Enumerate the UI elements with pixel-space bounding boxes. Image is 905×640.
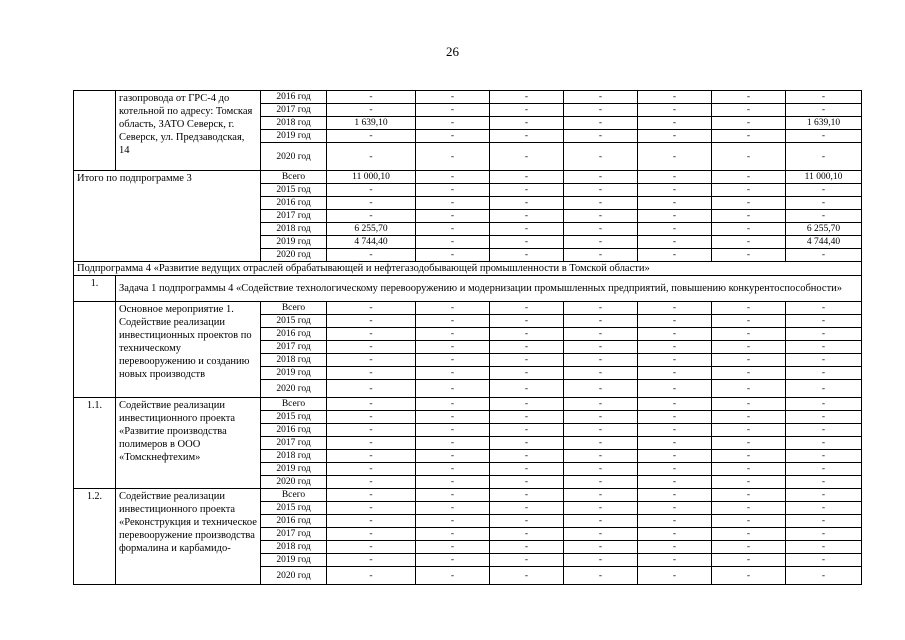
value-cell: - (490, 328, 564, 341)
value-cell: - (490, 354, 564, 367)
value-cell: - (490, 515, 564, 528)
value-cell: - (564, 130, 638, 143)
value-cell: - (327, 184, 416, 197)
value-cell: - (327, 398, 416, 411)
value-cell: - (564, 554, 638, 567)
value-cell: - (638, 450, 712, 463)
year-cell: 2017 год (261, 341, 327, 354)
table-body (74, 91, 862, 585)
value-cell: - (416, 249, 490, 262)
value-cell: - (490, 489, 564, 502)
value-cell: - (564, 236, 638, 249)
value-cell: - (638, 567, 712, 585)
value-cell: - (327, 249, 416, 262)
value-cell: - (416, 541, 490, 554)
value-cell: - (564, 502, 638, 515)
value-cell: - (416, 450, 490, 463)
year-cell: 2015 год (261, 502, 327, 515)
value-cell: - (327, 528, 416, 541)
value-cell: - (416, 354, 490, 367)
value-cell: - (786, 411, 862, 424)
value-cell: - (712, 411, 786, 424)
value-cell: - (786, 367, 862, 380)
value-cell: - (490, 236, 564, 249)
value-cell: - (416, 554, 490, 567)
value-cell: - (564, 354, 638, 367)
value-cell: - (712, 424, 786, 437)
year-cell: 2018 год (261, 450, 327, 463)
value-cell: - (638, 528, 712, 541)
value-cell: - (712, 91, 786, 104)
year-cell: 2019 год (261, 554, 327, 567)
value-cell: - (490, 567, 564, 585)
year-cell: 2017 год (261, 528, 327, 541)
value-cell: - (712, 184, 786, 197)
value-cell: - (786, 541, 862, 554)
year-cell: Всего (261, 398, 327, 411)
value-cell: - (786, 515, 862, 528)
value-cell: - (564, 91, 638, 104)
value-cell: - (416, 476, 490, 489)
value-cell: - (564, 249, 638, 262)
value-cell: - (638, 476, 712, 489)
value-cell: - (327, 515, 416, 528)
value-cell: - (490, 171, 564, 184)
value-cell: - (564, 184, 638, 197)
value-cell: - (416, 502, 490, 515)
value-cell: - (786, 380, 862, 398)
value-cell: - (416, 184, 490, 197)
value-cell: - (786, 210, 862, 223)
value-cell: - (416, 117, 490, 130)
value-cell: - (564, 104, 638, 117)
year-cell: 2018 год (261, 541, 327, 554)
value-cell: - (638, 328, 712, 341)
value-cell: - (786, 328, 862, 341)
row-number: 1.1. (74, 398, 116, 489)
row-name: Основное мероприятие 1. Содействие реализации инвестиционных проектов по техническому перевооружению и созданию новых производств (116, 302, 261, 398)
value-cell: - (712, 489, 786, 502)
value-cell: - (638, 171, 712, 184)
task-number: 1. (74, 276, 116, 302)
value-cell: - (712, 143, 786, 171)
value-cell: - (564, 450, 638, 463)
value-cell: - (327, 104, 416, 117)
value-cell: - (786, 502, 862, 515)
year-cell: 2017 год (261, 437, 327, 450)
value-cell: - (564, 341, 638, 354)
value-cell: - (638, 104, 712, 117)
value-cell: 4 744,40 (327, 236, 416, 249)
value-cell: - (490, 302, 564, 315)
year-cell: 2020 год (261, 143, 327, 171)
value-cell: - (786, 437, 862, 450)
value-cell: - (490, 554, 564, 567)
value-cell: - (327, 354, 416, 367)
value-cell: - (712, 315, 786, 328)
value-cell: - (416, 437, 490, 450)
value-cell: - (786, 567, 862, 585)
value-cell: - (786, 450, 862, 463)
value-cell: - (416, 341, 490, 354)
value-cell: - (416, 380, 490, 398)
year-cell: 2018 год (261, 354, 327, 367)
value-cell: - (712, 528, 786, 541)
value-cell: - (638, 315, 712, 328)
value-cell: - (327, 143, 416, 171)
value-cell: - (490, 341, 564, 354)
value-cell: - (638, 223, 712, 236)
task-row (74, 276, 862, 302)
value-cell: - (638, 437, 712, 450)
value-cell: - (638, 130, 712, 143)
value-cell: - (786, 528, 862, 541)
value-cell: - (327, 197, 416, 210)
value-cell: - (712, 104, 786, 117)
value-cell: - (712, 437, 786, 450)
row-name: Итого по подпрограмме 3 (74, 171, 261, 262)
value-cell: - (638, 197, 712, 210)
value-cell: - (490, 210, 564, 223)
value-cell: - (712, 341, 786, 354)
subprogram-title-row (74, 262, 862, 276)
year-cell: Всего (261, 489, 327, 502)
year-cell: 2015 год (261, 411, 327, 424)
year-cell: 2019 год (261, 130, 327, 143)
value-cell: - (327, 210, 416, 223)
value-cell: - (564, 398, 638, 411)
value-cell: - (490, 143, 564, 171)
year-cell: 2015 год (261, 315, 327, 328)
value-cell: - (490, 528, 564, 541)
year-cell: Всего (261, 171, 327, 184)
year-cell: 2016 год (261, 328, 327, 341)
value-cell: - (490, 502, 564, 515)
value-cell: - (327, 476, 416, 489)
value-cell: - (564, 528, 638, 541)
value-cell: - (416, 210, 490, 223)
table-row (74, 91, 862, 104)
value-cell: - (712, 197, 786, 210)
value-cell: - (638, 143, 712, 171)
year-cell: 2017 год (261, 104, 327, 117)
value-cell: 11 000,10 (786, 171, 862, 184)
value-cell: - (564, 143, 638, 171)
value-cell: - (638, 91, 712, 104)
value-cell: - (416, 424, 490, 437)
value-cell: - (638, 541, 712, 554)
value-cell: - (638, 184, 712, 197)
year-cell: 2017 год (261, 210, 327, 223)
value-cell: - (638, 249, 712, 262)
task-text: Задача 1 подпрограммы 4 «Содействие технологическому перевооружению и модернизации промышленных предприятий, повышению конкурентоспособности» (116, 276, 862, 302)
value-cell: - (416, 515, 490, 528)
value-cell: - (416, 91, 490, 104)
value-cell: - (712, 380, 786, 398)
value-cell: - (564, 197, 638, 210)
value-cell: - (712, 541, 786, 554)
value-cell: - (416, 528, 490, 541)
value-cell: 1 639,10 (327, 117, 416, 130)
value-cell: - (490, 197, 564, 210)
value-cell: - (638, 367, 712, 380)
value-cell: - (786, 476, 862, 489)
value-cell: - (712, 450, 786, 463)
value-cell: - (786, 302, 862, 315)
value-cell: - (564, 489, 638, 502)
budget-table (73, 90, 862, 585)
value-cell: - (638, 463, 712, 476)
value-cell: - (327, 328, 416, 341)
value-cell: - (712, 171, 786, 184)
value-cell: - (638, 341, 712, 354)
value-cell: - (490, 437, 564, 450)
value-cell: - (786, 184, 862, 197)
value-cell: - (327, 367, 416, 380)
value-cell: - (712, 328, 786, 341)
value-cell: - (712, 463, 786, 476)
value-cell: - (416, 171, 490, 184)
value-cell: - (712, 236, 786, 249)
table-row (74, 171, 862, 184)
value-cell: - (564, 328, 638, 341)
value-cell: - (712, 502, 786, 515)
value-cell: - (786, 315, 862, 328)
value-cell: - (638, 502, 712, 515)
value-cell: - (490, 130, 564, 143)
value-cell: - (786, 249, 862, 262)
year-cell: 2016 год (261, 91, 327, 104)
value-cell: - (786, 130, 862, 143)
value-cell: - (327, 411, 416, 424)
value-cell: - (564, 315, 638, 328)
value-cell: - (638, 302, 712, 315)
value-cell: - (564, 223, 638, 236)
value-cell: - (564, 210, 638, 223)
value-cell: - (638, 424, 712, 437)
value-cell: - (564, 515, 638, 528)
value-cell: - (786, 197, 862, 210)
value-cell: - (712, 554, 786, 567)
value-cell: - (490, 424, 564, 437)
value-cell: - (786, 398, 862, 411)
value-cell: - (416, 223, 490, 236)
year-cell: 2020 год (261, 249, 327, 262)
row-number (74, 302, 116, 398)
value-cell: 6 255,70 (327, 223, 416, 236)
value-cell: - (416, 236, 490, 249)
page-number: 26 (446, 44, 459, 59)
value-cell: - (786, 104, 862, 117)
value-cell: - (416, 411, 490, 424)
value-cell: - (490, 223, 564, 236)
value-cell: - (490, 398, 564, 411)
year-cell: 2015 год (261, 184, 327, 197)
value-cell: - (327, 541, 416, 554)
value-cell: - (490, 541, 564, 554)
year-cell: 2019 год (261, 367, 327, 380)
row-number (74, 91, 116, 171)
value-cell: - (416, 398, 490, 411)
year-cell: 2020 год (261, 476, 327, 489)
value-cell: - (564, 463, 638, 476)
value-cell: - (564, 476, 638, 489)
value-cell: - (416, 104, 490, 117)
value-cell: - (416, 328, 490, 341)
value-cell: - (712, 249, 786, 262)
value-cell: - (786, 341, 862, 354)
year-cell: 2020 год (261, 380, 327, 398)
table-row (74, 302, 862, 315)
value-cell: - (490, 249, 564, 262)
value-cell: - (564, 411, 638, 424)
value-cell: - (416, 367, 490, 380)
value-cell: - (712, 476, 786, 489)
year-cell: 2016 год (261, 197, 327, 210)
year-cell: 2018 год (261, 117, 327, 130)
year-cell: 2020 год (261, 567, 327, 585)
value-cell: - (327, 315, 416, 328)
value-cell: - (638, 380, 712, 398)
year-cell: 2019 год (261, 236, 327, 249)
year-cell: 2018 год (261, 223, 327, 236)
value-cell: - (327, 341, 416, 354)
value-cell: - (416, 130, 490, 143)
value-cell: - (327, 502, 416, 515)
value-cell: - (490, 91, 564, 104)
value-cell: - (712, 515, 786, 528)
value-cell: - (327, 463, 416, 476)
row-name: газопровода от ГРС-4 до котельной по адресу: Томская область, ЗАТО Северск, г. Северск, ул. Предзаводская, 14 (116, 91, 261, 171)
value-cell: - (327, 302, 416, 315)
value-cell: - (490, 315, 564, 328)
value-cell: - (490, 463, 564, 476)
value-cell: - (712, 567, 786, 585)
table-row (74, 489, 862, 502)
value-cell: - (786, 489, 862, 502)
value-cell: - (564, 117, 638, 130)
year-cell: 2019 год (261, 463, 327, 476)
value-cell: - (490, 367, 564, 380)
row-number: 1.2. (74, 489, 116, 585)
value-cell: - (638, 554, 712, 567)
value-cell: - (490, 476, 564, 489)
value-cell: - (564, 424, 638, 437)
value-cell: - (490, 104, 564, 117)
row-name: Содействие реализации инвестиционного проекта «Развитие производства полимеров в ООО «Томскнефтехим» (116, 398, 261, 489)
value-cell: - (490, 380, 564, 398)
value-cell: - (638, 398, 712, 411)
value-cell: - (712, 302, 786, 315)
value-cell: - (564, 171, 638, 184)
value-cell: - (490, 411, 564, 424)
value-cell: - (490, 117, 564, 130)
value-cell: 4 744,40 (786, 236, 862, 249)
value-cell: - (416, 463, 490, 476)
subprogram-title: Подпрограмма 4 «Развитие ведущих отраслей обрабатывающей и нефтегазодобывающей промышленности в Томской области» (74, 262, 862, 276)
table-row (74, 398, 862, 411)
value-cell: - (638, 354, 712, 367)
value-cell: - (786, 463, 862, 476)
value-cell: - (786, 354, 862, 367)
year-cell: 2016 год (261, 424, 327, 437)
value-cell: - (564, 437, 638, 450)
value-cell: - (712, 367, 786, 380)
value-cell: - (712, 117, 786, 130)
year-cell: Всего (261, 302, 327, 315)
value-cell: - (416, 143, 490, 171)
value-cell: - (327, 489, 416, 502)
year-cell: 2016 год (261, 515, 327, 528)
value-cell: - (564, 541, 638, 554)
value-cell: 11 000,10 (327, 171, 416, 184)
value-cell: 1 639,10 (786, 117, 862, 130)
value-cell: - (327, 91, 416, 104)
value-cell: - (416, 302, 490, 315)
value-cell: - (712, 210, 786, 223)
value-cell: - (327, 424, 416, 437)
value-cell: - (638, 117, 712, 130)
value-cell: - (786, 424, 862, 437)
value-cell: - (786, 143, 862, 171)
value-cell: - (638, 236, 712, 249)
value-cell: - (786, 554, 862, 567)
value-cell: - (564, 567, 638, 585)
value-cell: - (416, 489, 490, 502)
value-cell: - (638, 210, 712, 223)
value-cell: - (490, 450, 564, 463)
value-cell: - (564, 380, 638, 398)
value-cell: - (712, 354, 786, 367)
value-cell: - (327, 567, 416, 585)
value-cell: - (638, 489, 712, 502)
value-cell: 6 255,70 (786, 223, 862, 236)
value-cell: - (327, 450, 416, 463)
value-cell: - (327, 380, 416, 398)
row-name: Содействие реализации инвестиционного проекта «Реконструкция и техническое перевооружение производства формалина и карбамидо- (116, 489, 261, 585)
value-cell: - (416, 315, 490, 328)
value-cell: - (416, 197, 490, 210)
value-cell: - (564, 367, 638, 380)
value-cell: - (327, 130, 416, 143)
value-cell: - (638, 515, 712, 528)
value-cell: - (638, 411, 712, 424)
value-cell: - (564, 302, 638, 315)
value-cell: - (712, 130, 786, 143)
value-cell: - (416, 567, 490, 585)
value-cell: - (327, 554, 416, 567)
value-cell: - (712, 398, 786, 411)
value-cell: - (490, 184, 564, 197)
value-cell: - (712, 223, 786, 236)
value-cell: - (327, 437, 416, 450)
value-cell: - (786, 91, 862, 104)
